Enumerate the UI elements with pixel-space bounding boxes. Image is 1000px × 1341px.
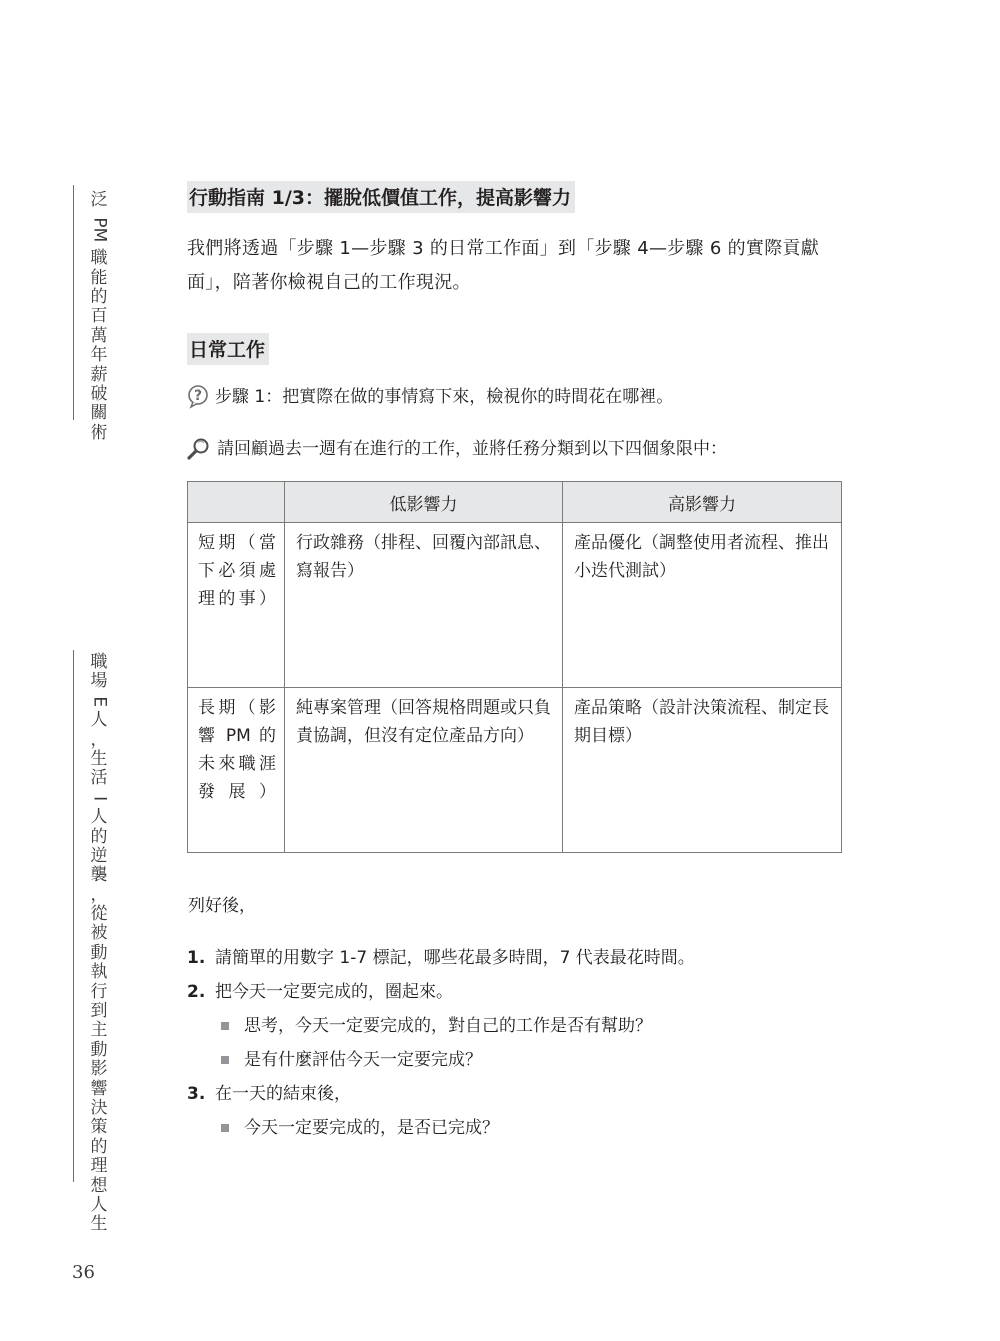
instruction-line-text: 請回顧過去一週有在進行的工作，並將任務分類到以下四個象限中： (217, 439, 727, 459)
running-head-glyph: 萬 (90, 325, 108, 346)
list-item-number: 1. (187, 948, 206, 968)
sub-list-item-text: 是有什麼評估今天一定要完成？ (244, 1050, 482, 1070)
sub-list-item (187, 1113, 867, 1143)
sub-list-item (187, 1045, 867, 1075)
running-head-glyph: 到 (90, 1001, 108, 1022)
row-label-long-term (188, 688, 285, 853)
running-head-glyph: 動 (90, 1039, 108, 1060)
question-bubble-icon (187, 385, 209, 409)
running-head-glyph: ， (90, 729, 108, 750)
running-head-glyph: 行 (90, 981, 108, 1002)
running-head-glyph: 場 (90, 671, 108, 692)
running-head-lower (87, 653, 111, 1235)
step-line-text: 步驟 1：把實際在做的事情寫下來，檢視你的時間花在哪裡。 (215, 387, 674, 407)
running-head-glyph: 人 (90, 1194, 108, 1215)
running-head-glyph: 職 (90, 652, 108, 672)
step-line (187, 384, 673, 410)
table-header-row (188, 482, 842, 523)
running-head-glyph: 職 (90, 248, 108, 269)
steps-list (187, 943, 867, 1147)
running-head-glyph: 主 (90, 1020, 108, 1041)
list-item-text: 請簡單的用數字 1-7 標記，哪些花最多時間，7 代表最花時間。 (215, 948, 695, 968)
running-head-glyph: 生 (90, 1214, 108, 1235)
running-head-upper (87, 191, 111, 443)
running-head-glyph: 能 (90, 267, 108, 288)
list-item-text: 把今天一定要完成的，圈起來。 (215, 982, 453, 1002)
running-head-glyph: 執 (90, 962, 108, 983)
subsection-title: 日常工作 (187, 333, 269, 365)
running-head-glyph: 的 (90, 1136, 108, 1157)
running-head-glyph: ， (90, 884, 108, 905)
magnifier-icon (187, 438, 211, 460)
list-item (187, 977, 867, 1007)
running-head-glyph: 逆 (90, 845, 108, 866)
cell-short-low: 行政雜務（排程、回覆內部訊息、寫報告） (285, 523, 563, 688)
running-head-glyph: 被 (90, 923, 108, 944)
square-bullet-icon (221, 1124, 229, 1132)
square-bullet-icon (221, 1056, 229, 1064)
table-header-high-impact: 高影響力 (563, 482, 842, 523)
running-head-glyph: 百 (90, 306, 108, 327)
running-head-glyph: 從 (90, 904, 108, 925)
running-head-glyph: I (89, 795, 110, 801)
running-head-glyph: 決 (90, 1097, 108, 1118)
table-row-short-term (188, 523, 842, 688)
cell-long-high: 產品策略（設計決策流程、制定長期目標） (563, 688, 842, 853)
running-head-glyph: 活 (90, 768, 108, 789)
list-item (187, 1079, 867, 1109)
section-title: 行動指南 1/3：擺脫低價值工作，提高影響力 (187, 181, 575, 213)
running-head-glyph: 襲 (90, 865, 108, 886)
square-bullet-icon (221, 1022, 229, 1030)
list-item-number: 2. (187, 982, 206, 1002)
list-item-text: 在一天的結束後， (215, 1084, 351, 1104)
running-head-glyph: 想 (90, 1175, 108, 1196)
running-head-rule-lower (73, 650, 74, 1182)
list-item-number: 3. (187, 1084, 206, 1104)
running-head-glyph: 動 (90, 942, 108, 963)
running-head-glyph: 的 (90, 286, 108, 307)
running-head-glyph: 術 (90, 422, 108, 443)
running-head-rule (73, 185, 74, 420)
row-label-short-term (188, 523, 285, 688)
cell-short-high: 產品優化（調整使用者流程、推出小迭代測試） (563, 523, 842, 688)
running-head-glyph: 生 (90, 748, 108, 769)
table-header-low-impact: 低影響力 (285, 482, 563, 523)
running-head-glyph: 理 (90, 1156, 108, 1177)
sub-list-item-text: 思考，今天一定要完成的，對自己的工作是否有幫助？ (244, 1016, 652, 1036)
after-listing-label: 列好後， (188, 896, 256, 916)
sub-list-item (187, 1011, 867, 1041)
running-head-glyph: 關 (90, 403, 108, 424)
running-head-glyph: 人 (90, 807, 108, 828)
table-header-empty (188, 482, 285, 523)
running-head-glyph: 年 (90, 345, 108, 366)
running-head-glyph: 影 (90, 1059, 108, 1080)
page-number: 36 (72, 1262, 95, 1283)
running-head-glyph: 響 (90, 1078, 108, 1099)
table-row-long-term (188, 688, 842, 853)
running-head-glyph: 泛 (90, 190, 108, 210)
running-head-glyph: E (89, 696, 110, 707)
sub-list-item-text: 今天一定要完成的，是否已完成？ (244, 1118, 499, 1138)
running-head-glyph: 人 (90, 710, 108, 731)
cell-long-low: 純專案管理（回答規格問題或只負責協調，但沒有定位產品方向） (285, 688, 563, 853)
running-head-glyph: 策 (90, 1117, 108, 1138)
running-head-glyph: 薪 (90, 364, 108, 385)
running-head-glyph: 破 (90, 383, 108, 404)
quadrant-table (187, 481, 842, 853)
running-head-glyph: 的 (90, 826, 108, 847)
list-item (187, 943, 867, 973)
running-head-glyph: PM (89, 217, 110, 243)
instruction-line (187, 436, 727, 462)
intro-paragraph: 我們將透過「步驟 1—步驟 3 的日常工作面」到「步驟 4—步驟 6 的實際貢獻面」，陪著你檢視自己的工作現況。 (187, 238, 820, 293)
row-label-text: 短期（當下必須處理的事） (198, 533, 276, 609)
svg-text:?: ? (193, 388, 203, 404)
row-label-text: 長期（影響 PM 的未來職涯發展） (198, 698, 276, 802)
